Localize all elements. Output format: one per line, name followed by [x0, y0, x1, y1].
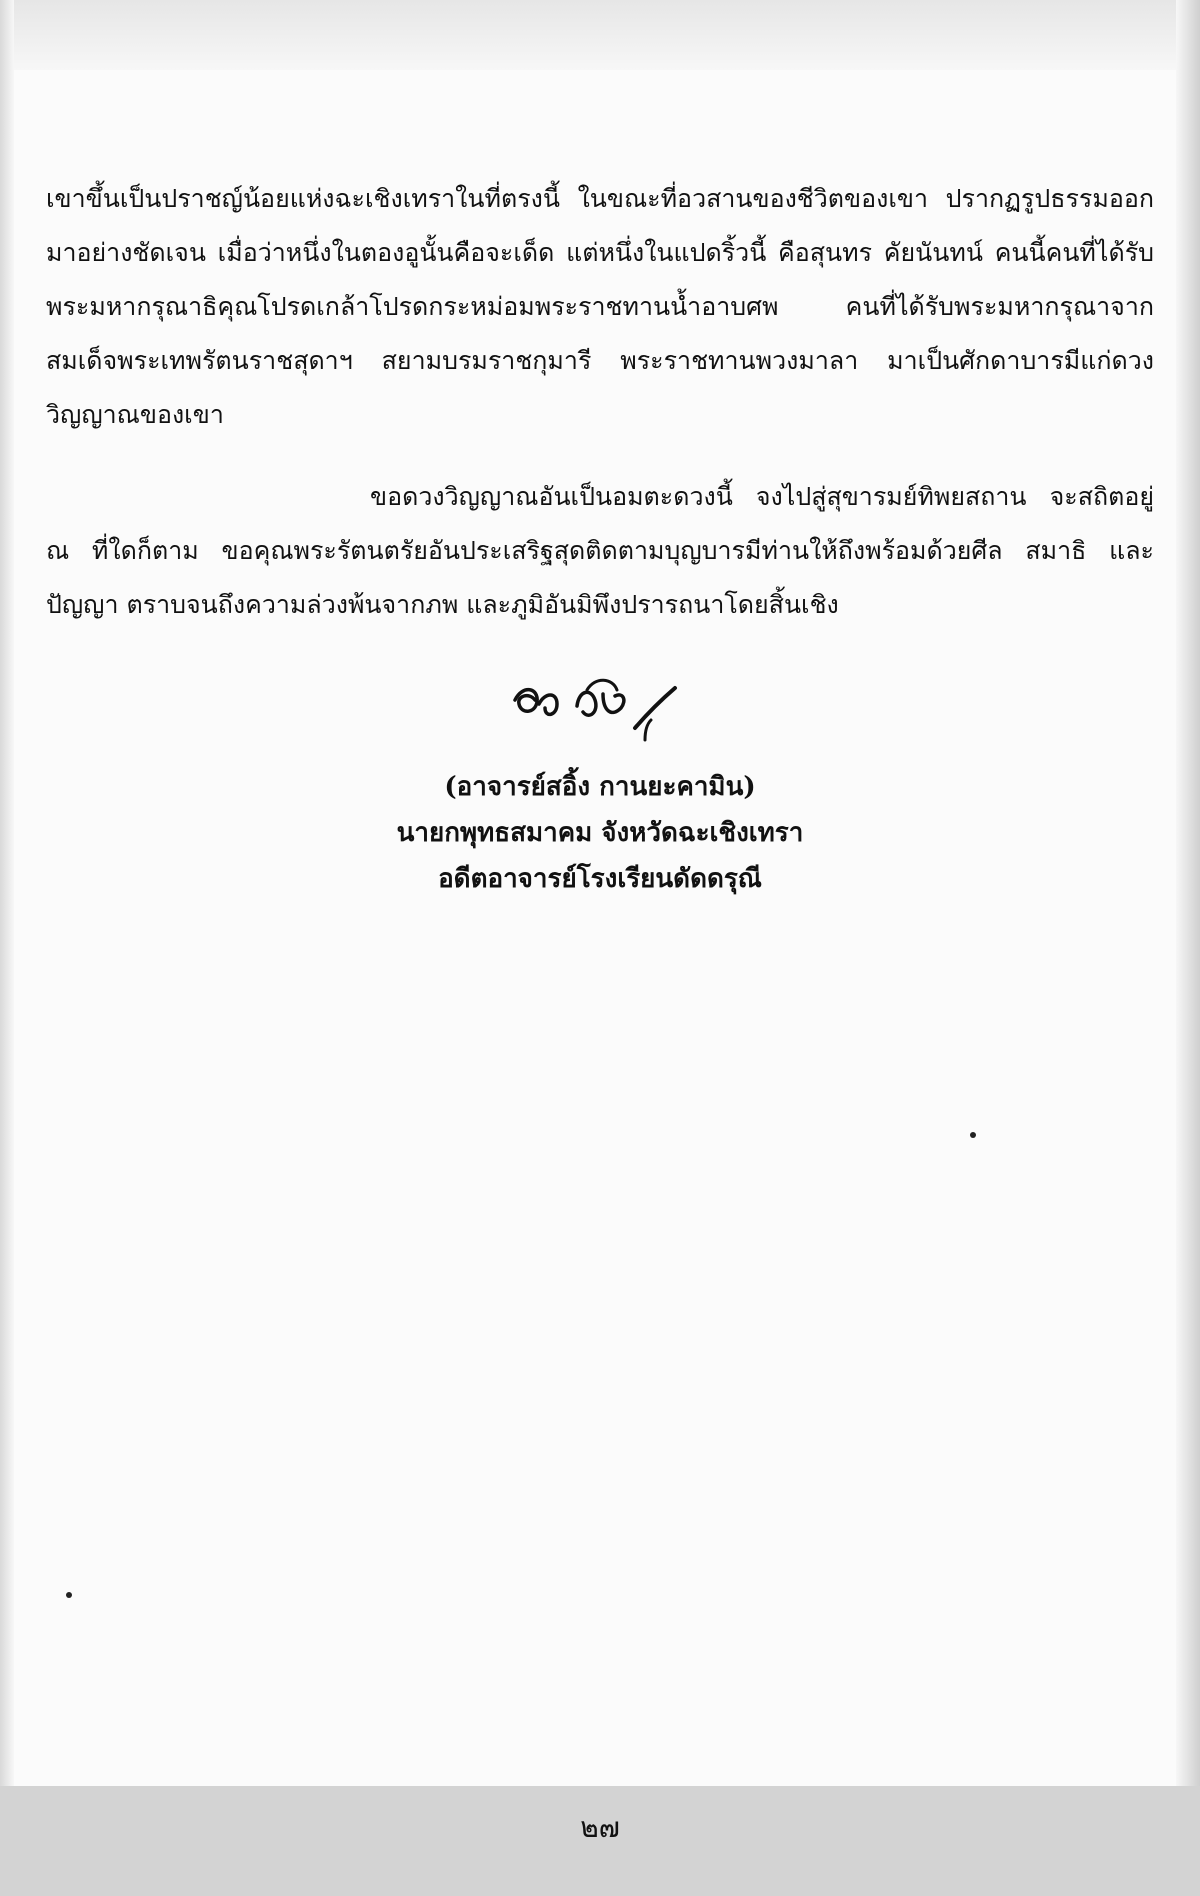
- scan-left-shadow: [0, 0, 14, 1896]
- ink-speck: [66, 1592, 72, 1598]
- signature-block: [0, 654, 1200, 902]
- handwritten-signature: [495, 654, 705, 754]
- ink-speck: [970, 1132, 976, 1138]
- body-text: [46, 172, 1154, 632]
- scan-right-shadow: [1176, 0, 1200, 1896]
- page-number: ๒๗: [580, 1811, 620, 1844]
- signer-title-2: อดีตอาจารย์โรงเรียนดัดดรุณี: [438, 864, 762, 894]
- signer-title-1: นายกพุทธสมาคม จังหวัดฉะเชิงเทรา: [396, 818, 804, 848]
- signer-name: (อาจารย์สอิ้ง กานยะคามิน): [444, 772, 756, 802]
- paragraph-2: ขอดวงวิญญาณอันเป็นอมตะดวงนี้ จงไปสู่สุขารมย์ทิพยสถาน จะสถิตอยู่ ณ ที่ใดก็ตาม ขอคุณพระรัตนตรัยอันประเสริฐสุดติดตามบุญบารมีท่านให้ถึงพร้อมด้วยศีล สมาธิ และปัญญา ตราบจนถึงความล่วงพ้นจากภพ และภูมิอันมิพึงปรารถนาโดยสิ้นเชิง: [46, 482, 1154, 619]
- scan-top-shadow: [0, 0, 1200, 70]
- paragraph-gap: [46, 442, 1154, 470]
- paragraph-1: เขาขึ้นเป็นปราชญ์น้อยแห่งฉะเชิงเทราในที่ตรงนี้ ในขณะที่อวสานของชีวิตของเขา ปรากฏรูปธรรมออกมาอย่างชัดเจน เมื่อว่าหนึ่งในตองอูนั้นคือจะเด็ด แต่หนึ่งในแปดริ้วนี้ คือสุนทร คัยนันทน์ คนนี้คนที่ได้รับพระมหากรุณาธิคุณโปรดเกล้าโปรดกระหม่อมพระราชทานน้ำอาบศพ คนที่ได้รับพระมหากรุณาจากสมเด็จพระเทพรัตนราชสุดาฯ สยามบรมราชกุมารี พระราชทานพวงมาลา มาเป็นศักดาบารมีแก่ดวงวิญญาณของเขา: [46, 184, 1154, 429]
